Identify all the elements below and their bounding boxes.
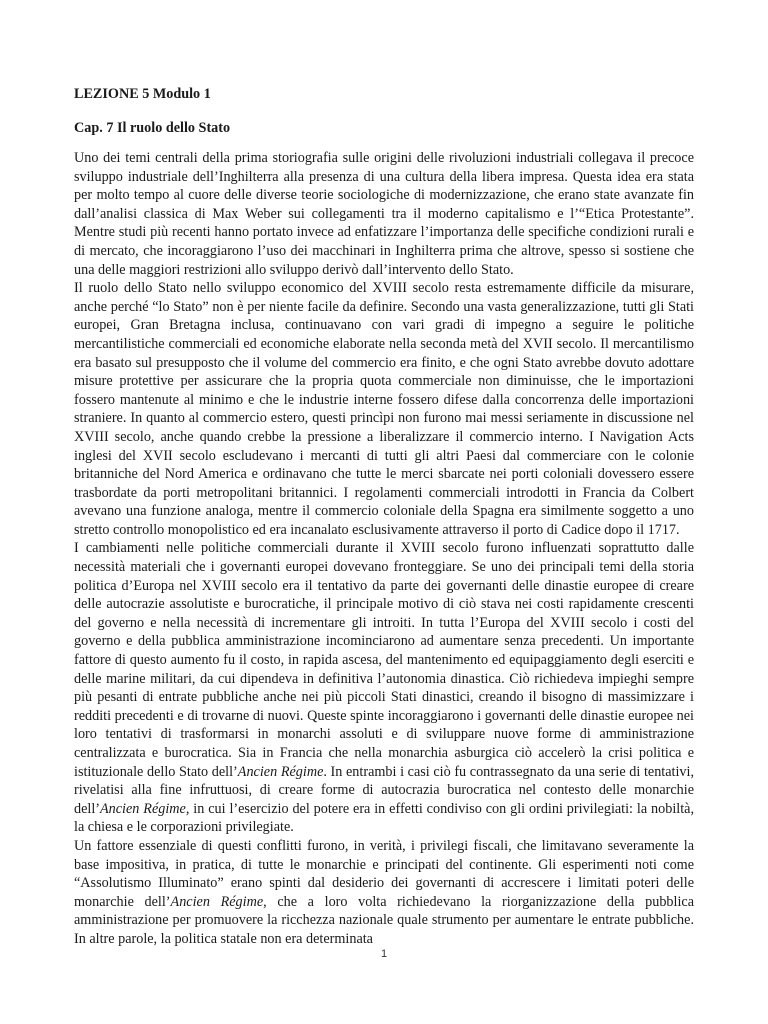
body-text <box>74 149 694 949</box>
text-run: , in cui l’esercizio del potere era in effetti condiviso con gli ordini privilegiati: la nobiltà, la chiesa e le corporazioni privilegiate. <box>74 800 694 836</box>
italic-term: Ancien Régime <box>237 763 324 780</box>
document-page <box>74 85 694 949</box>
lesson-title: LEZIONE 5 Modulo 1 <box>74 86 211 102</box>
text-run: . In entrambi i casi ciò fu contrassegnato da una serie di tentativi, rivelatisi alla fine infruttuosi, di creare forme di autocrazia burocratica nel contesto delle monarchie dell’ <box>74 763 694 817</box>
chapter-title: Cap. 7 Il ruolo dello Stato <box>74 120 231 136</box>
italic-term: Ancien Régime <box>100 800 186 817</box>
text-run: , che a loro volta richiedevano la riorganizzazione della pubblica amministrazione per promuovere la ricchezza nazionale quale strumento per aumentare le entrate pubbliche. In altre parole, la politica statale non era determinata <box>74 893 694 947</box>
text-run: I cambiamenti nelle politiche commerciali durante il XVIII secolo furono influenzati soprattutto dalle necessità materiali che i governanti europei dovevano fronteggiare. Se uno dei principali temi della storia politica d’Europa nel XVIII secolo era il tentativo da parte dei governanti delle dinastie europee di creare delle autocrazie assolutiste e burocratiche, il principale motivo di ciò stava nei costi rapidamente crescenti del governo e nella necessità di incrementare gli introiti. In tutta l’Europa del XVIII secolo i costi del governo e della pubblica amministrazione incominciarono ad aumentare senza precedenti. Un importante fattore di questo aumento fu il costo, in rapida ascesa, del mantenimento ed equipaggiamento degli eserciti e delle marine militari, da cui dipendeva in definitiva l’autonomia dinastica. Ciò richiedeva impieghi sempre più pesanti di entrate pubbliche anche nei più piccoli Stati dinastici, creando il bisogno di massimizzare i redditi precedenti e di trovarne di nuovi. Queste spinte incoraggiarono i governanti delle dinastie europee nei loro tentativi di trasformarsi in monarchi assoluti e di sviluppare nuove forme di amministrazione centralizzata e burocratica. Sia in Francia che nella monarchia asburgica ciò accelerò la crisi politica e istituzionale dello Stato dell’ <box>74 540 694 780</box>
paragraph-3 <box>74 539 694 837</box>
text-run: Uno dei temi centrali della prima storiografia sulle origini delle rivoluzioni industriali collegava il precoce sviluppo industriale dell’Inghilterra alla presenza di una cultura della libera impresa. Questa idea era stata per molto tempo al cuore delle diverse teorie sociologiche di modernizzazione, che erano state avanzate fin dall’analisi classica di Max Weber sui collegamenti tra il moderno capitalismo e l’“Etica Protestante”. Mentre studi più recenti hanno portato invece ad enfatizzare l’importanza delle specifiche condizioni rurali e di mercato, che incoraggiarono l’uso dei macchinari in Inghilterra prima che altrove, spesso si sostiene che una delle maggiori restrizioni allo sviluppo derivò dall’intervento dello Stato. <box>74 150 694 278</box>
paragraph-1 <box>74 149 694 279</box>
paragraph-4 <box>74 837 694 949</box>
page-number: 1 <box>380 948 388 960</box>
paragraph-2 <box>74 279 694 539</box>
italic-term: Ancien Régime <box>170 893 264 910</box>
text-run: Un fattore essenziale di questi conflitti furono, in verità, i privilegi fiscali, che limitavano severamente la base impositiva, in pratica, di tutte le monarchie e principati del continente. Gli esperimenti noti come “Assolutismo Illuminato” erano spinti dal desiderio dei governanti di accrescere i limitati poteri delle monarchie dell’ <box>74 837 694 910</box>
text-run: Il ruolo dello Stato nello sviluppo economico del XVIII secolo resta estremamente difficile da misurare, anche perché “lo Stato” non è per niente facile da definire. Secondo una vasta generalizzazione, tutti gli Stati europei, Gran Bretagna inclusa, continuavano con vari gradi di impegno a seguire le politiche mercantilistiche commerciali ed economiche elaborate nella seconda metà del XVII secolo. Il mercantilismo era basato sul presupposto che il volume del commercio era finito, e che ogni Stato avrebbe dovuto adottare misure protettive per assicurare che la propria quota commerciale non diminuisse, che le importazioni fossero mantenute al minimo e che le industrie interne fossero difese dalla concorrenza delle importazioni straniere. In quanto al commercio estero, questi princìpi non furono mai messi seriamente in discussione nel XVIII secolo, anche quando crebbe la pressione a liberalizzare il commercio interno. I Navigation Acts inglesi del XVII secolo escludevano i mercanti di tutti gli altri Paesi dal commerciare con le colonie britanniche del Nord America e ordinavano che tutte le merci sbarcate nei porti coloniali dovessero essere trasbordate da porti metropolitani britannici. I regolamenti commerciali introdotti in Francia da Colbert avevano una funzione analoga, mentre il commercio coloniale della Spagna era similmente soggetto a uno stretto controllo monopolistico ed era incanalato esclusivamente attraverso il porto di Cadice dopo il 1717. <box>74 280 694 538</box>
